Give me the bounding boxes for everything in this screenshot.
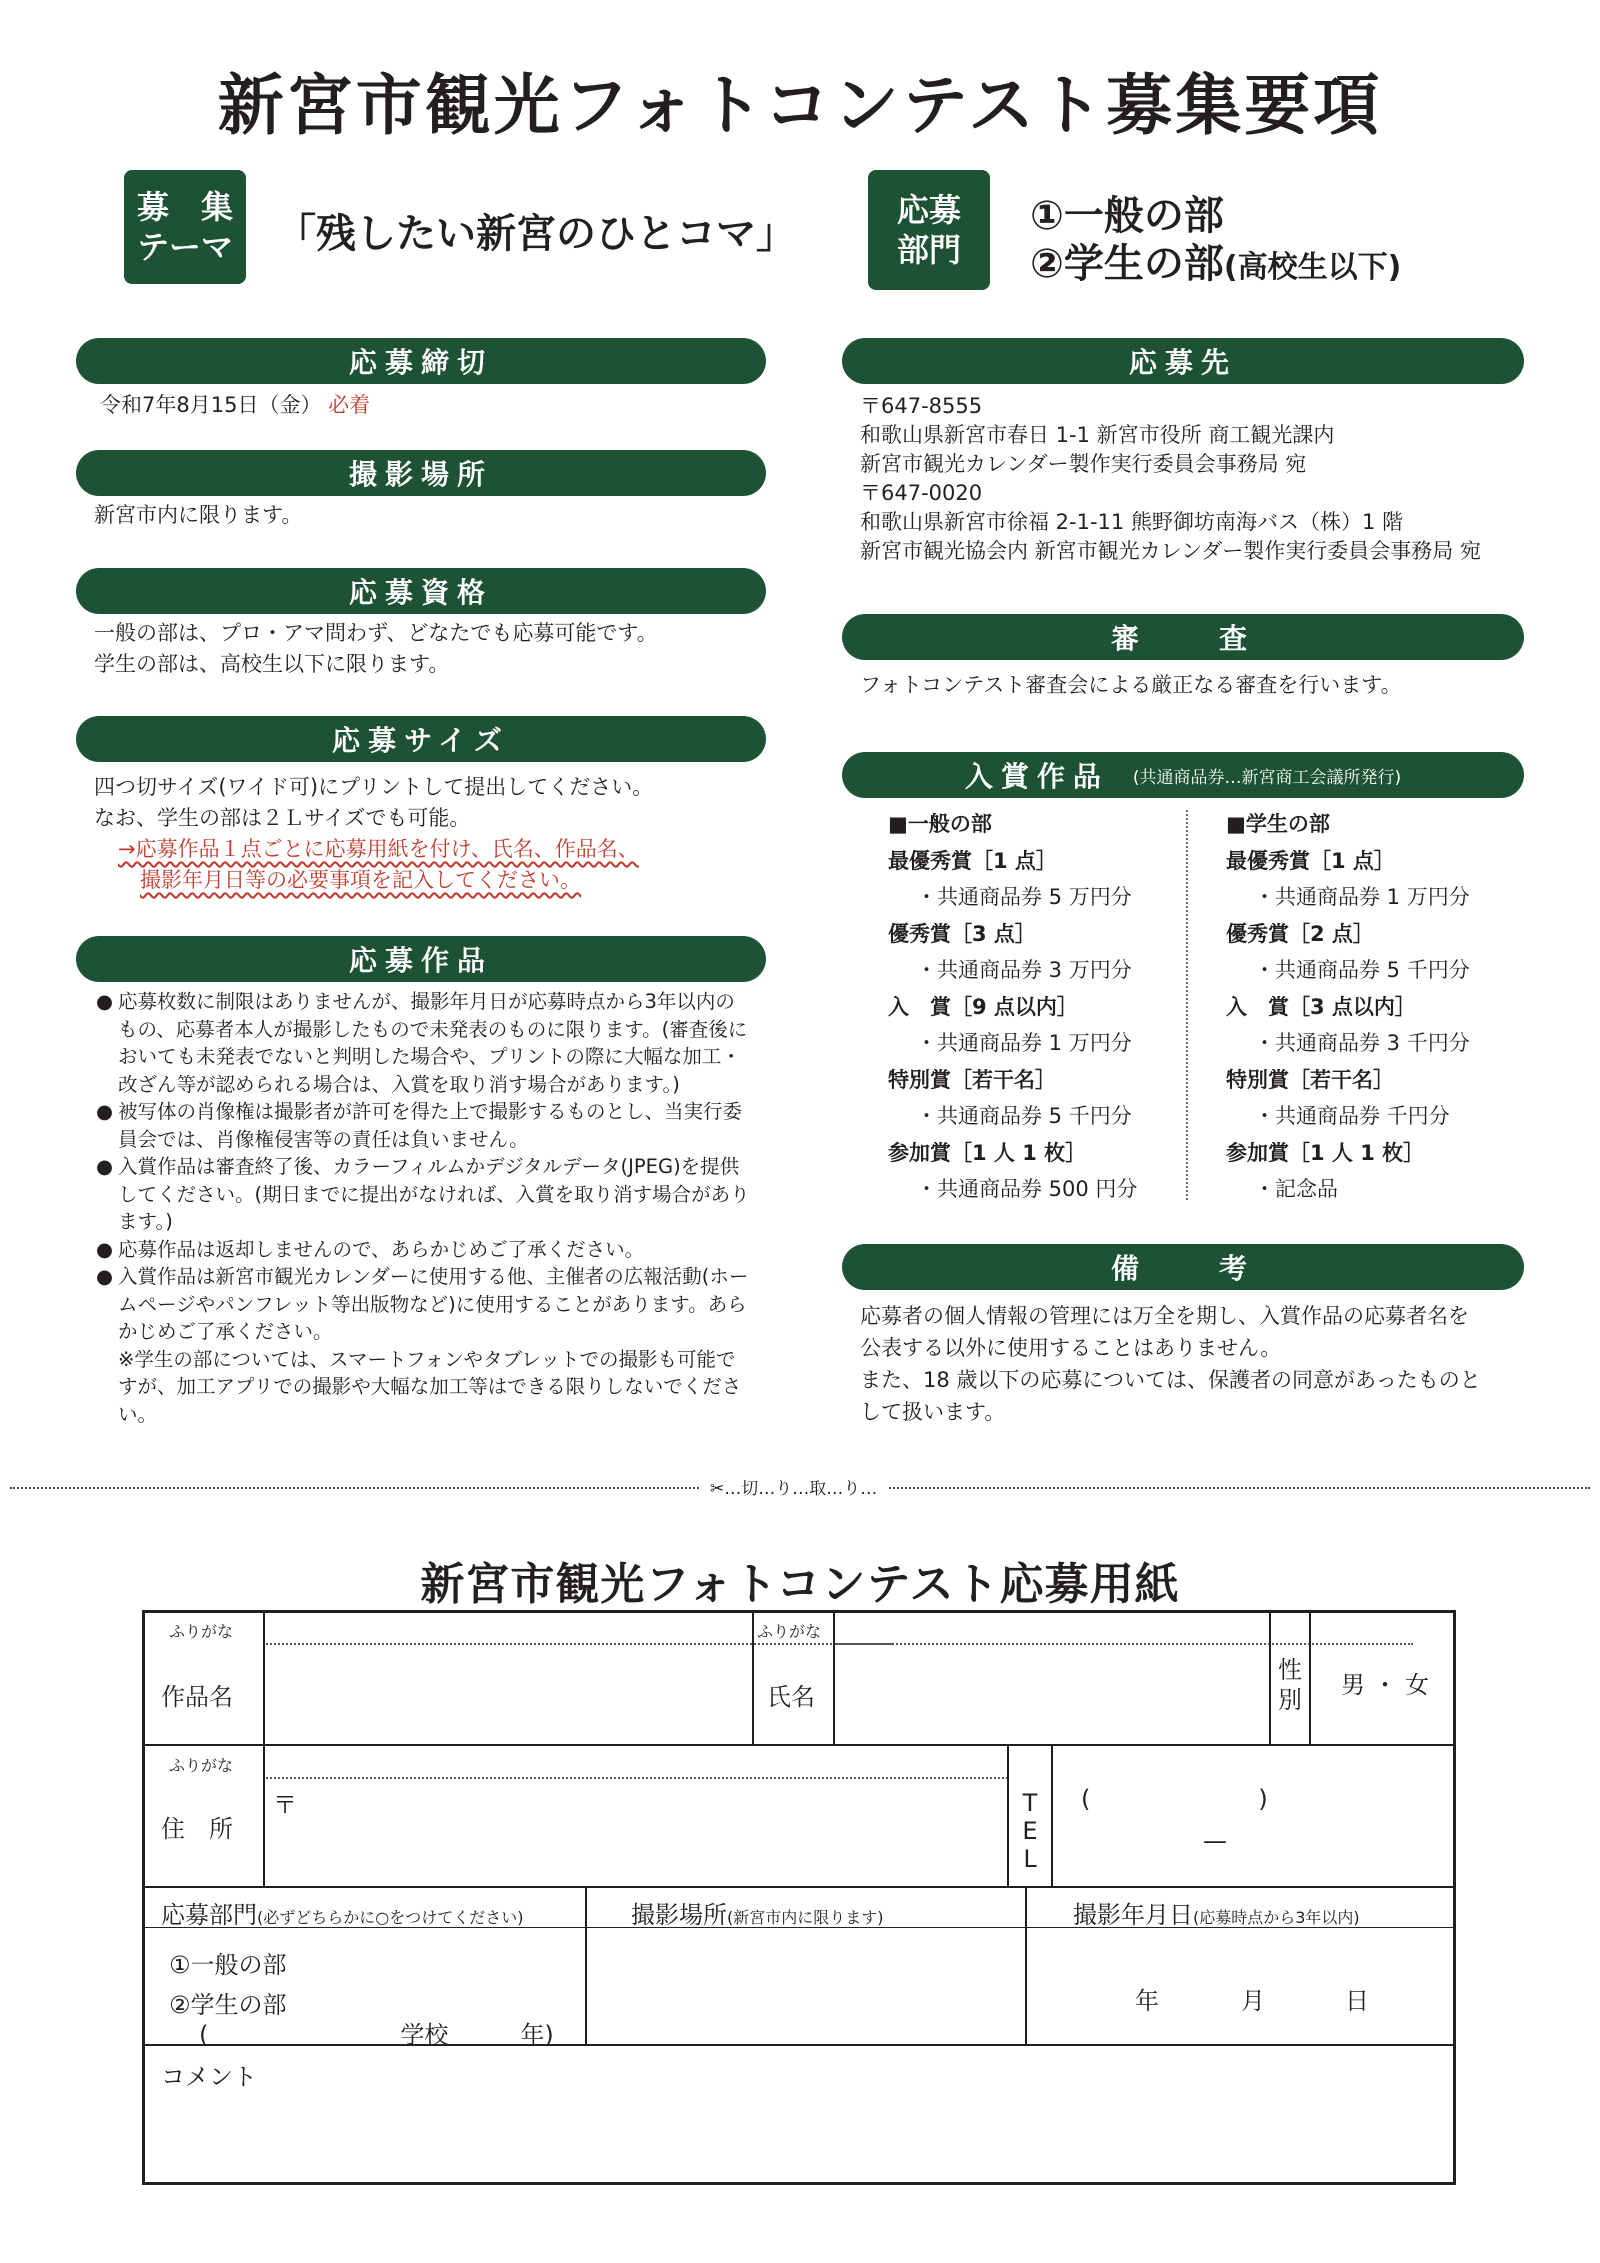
division-student: ②学生の部 — [1030, 241, 1224, 287]
prize-name: 入 賞［3 点以内］ — [1226, 994, 1416, 1019]
works-heading: 応募作品 — [76, 936, 766, 982]
school-line[interactable]: ( 学校 年) — [199, 2021, 554, 2049]
judging-text: フォトコンテスト審査会による厳正なる審査を行います。 — [860, 673, 1402, 697]
prize-reward: ・共通商品券 1 万円分 — [916, 1031, 1132, 1055]
deadline-text — [100, 390, 370, 421]
works-item: ● 応募作品は返却しませんので、あらかじめご了承ください。 — [96, 1237, 645, 1261]
gender-options[interactable]: 男・女 — [1341, 1671, 1437, 1699]
division-tag-line2: 部門 — [896, 231, 961, 269]
date-note: (応募時点から3年以内) — [1193, 1908, 1360, 1927]
address-label: 住 所 — [161, 1815, 233, 1843]
date-day: 日 — [1345, 1987, 1369, 2015]
prize-reward: ・記念品 — [1254, 1177, 1338, 1201]
prize-name: 特別賞［若干名］ — [888, 1067, 1056, 1092]
name-label: 氏名 — [767, 1683, 815, 1711]
prize-reward: ・共通商品券 千円分 — [1254, 1104, 1450, 1128]
prize-name: 最優秀賞［1 点］ — [888, 848, 1057, 873]
address-addr2: 和歌山県新宮市徐福 2-1-11 熊野御坊南海バス（株）1 階 — [860, 510, 1403, 534]
prize-reward: ・共通商品券 3 千円分 — [1254, 1031, 1470, 1055]
prize-name: 参加賞［1 人 1 枚］ — [888, 1140, 1087, 1165]
name-field[interactable] — [837, 1647, 1265, 1741]
size-heading: 応募サイズ — [76, 716, 766, 762]
division-general: ①一般の部 — [1030, 193, 1224, 239]
theme-tag-line2: テーマ — [136, 228, 233, 266]
work-title-field[interactable] — [267, 1647, 749, 1741]
prize-reward: ・共通商品券 5 万円分 — [916, 885, 1132, 909]
remarks-line1: 応募者の個人情報の管理には万全を期し、入賞作品の応募者名を — [860, 1304, 1469, 1328]
works-list — [96, 988, 752, 1428]
eligibility-text — [94, 618, 658, 680]
works-note: ※学生の部については、スマートフォンやタブレットでの撮影も可能ですが、加工アプリでの撮影や大幅な加工等はできる限りしないでください。 — [118, 1347, 742, 1426]
date-field[interactable] — [1029, 1931, 1451, 2041]
date-header — [1073, 1895, 1360, 1930]
eligibility-line1: 一般の部は、プロ・アマ問わず、どなたでも応募可能です。 — [94, 621, 658, 645]
comment-label: コメント — [161, 2063, 257, 2091]
size-warn1: →応募作品１点ごとに応募用紙を付け、氏名、作品名、 — [118, 837, 639, 861]
address-addr1: 和歌山県新宮市春日 1-1 新宮市役所 商工観光課内 — [860, 423, 1335, 447]
prize-reward: ・共通商品券 3 万円分 — [916, 958, 1132, 982]
address-text — [860, 392, 1481, 566]
gender-label: 性別 — [1278, 1656, 1302, 1714]
tel-paren: ( ) — [1081, 1785, 1268, 1813]
page-title: 新宮市観光フォトコンテスト募集要項 — [217, 67, 1383, 144]
prize-name: 参加賞［1 人 1 枚］ — [1226, 1140, 1425, 1165]
works-item: ● 入賞作品は審査終了後、カラーフィルムかデジタルデータ(JPEG)を提供してください。(期日までに提出がなければ、入賞を取り消す場合があります。) — [96, 1155, 750, 1233]
prizes-heading — [842, 752, 1524, 798]
division-student-line — [1030, 232, 1401, 289]
works-item: ● 被写体の肖像権は撮影者が許可を得た上で撮影するものとし、当実行委員会では、肖像権侵害等の責任は負いません。 — [96, 1100, 743, 1151]
theme-text: 「残したい新宮のひとコマ」 — [276, 211, 796, 257]
prizes-heading-text: 入賞作品 — [964, 760, 1109, 793]
prize-name: 優秀賞［3 点］ — [888, 921, 1036, 946]
location-header — [631, 1895, 884, 1930]
prize-name: 入 賞［9 点以内］ — [888, 994, 1078, 1019]
work-title-label: 作品名 — [161, 1683, 233, 1711]
size-warn2: 撮影年月日等の必要事項を記入してください。 — [140, 868, 581, 892]
remarks-line3: また、18 歳以下の応募については、保護者の同意があったものと — [860, 1368, 1481, 1392]
eligibility-line2: 学生の部は、高校生以下に限ります。 — [94, 652, 450, 676]
prize-reward: ・共通商品券 5 千円分 — [916, 1104, 1132, 1128]
location-field[interactable] — [589, 1931, 1021, 2041]
deadline-must-arrive: 必着 — [328, 393, 371, 417]
tel-field[interactable] — [1055, 1750, 1451, 1884]
division-tag — [868, 170, 990, 290]
division-label: 応募部門 — [161, 1901, 257, 1929]
date-label: 撮影年月日 — [1073, 1901, 1193, 1929]
judging-heading: 審 査 — [842, 614, 1524, 660]
division-tag-line1: 応募 — [896, 191, 961, 229]
location-text: 新宮市内に限ります。 — [94, 503, 303, 527]
address-furigana: ふりがな — [169, 1756, 234, 1775]
location-heading: 撮影場所 — [76, 450, 766, 496]
deadline-date: 令和7年8月15日（金） — [100, 393, 322, 417]
prize-reward: ・共通商品券 1 万円分 — [1254, 885, 1470, 909]
address-org2: 新宮市観光協会内 新宮市観光カレンダー製作実行委員会事務局 宛 — [860, 539, 1481, 563]
theme-tag-line1: 募 集 — [136, 188, 233, 226]
application-form — [142, 1610, 1456, 2185]
size-line2: なお、学生の部は２Ｌサイズでも可能。 — [94, 806, 471, 830]
size-line1: 四つ切サイズ(ワイド可)にプリントして提出してください。 — [94, 775, 654, 799]
address-org1: 新宮市観光カレンダー製作実行委員会事務局 宛 — [860, 452, 1307, 476]
address-postal2: 〒647-0020 — [860, 481, 983, 505]
remarks-heading: 備 考 — [842, 1244, 1524, 1290]
works-item: ● 応募枚数に制限はありませんが、撮影年月日が応募時点から3年以内のもの、応募者本人が撮影したもので未発表のものに限ります。(審査後においても未発表でないと判明した場合や、プリントの際に大幅な加工・改ざん等が認められる場合は、入賞を取り消す場合があります。) — [96, 990, 748, 1096]
prize-name: 最優秀賞［1 点］ — [1226, 848, 1395, 873]
location-note: (新宮市内に限ります) — [727, 1908, 884, 1927]
address-postal1: 〒647-8555 — [860, 394, 983, 418]
prizes-general-title: ■一般の部 — [888, 812, 992, 836]
prize-name: 特別賞［若干名］ — [1226, 1067, 1394, 1092]
location-label: 撮影場所 — [631, 1901, 727, 1929]
name-furigana: ふりがな — [757, 1622, 822, 1641]
division-general-option[interactable]: ①一般の部 — [169, 1951, 287, 1979]
form-title: 新宮市観光フォトコンテスト応募用紙 — [420, 1559, 1180, 1610]
address-heading: 応募先 — [842, 338, 1524, 384]
prizes-student-title: ■学生の部 — [1226, 812, 1330, 836]
date-month: 月 — [1241, 1987, 1265, 2015]
division-student-option[interactable]: ②学生の部 — [169, 1991, 287, 2019]
eligibility-heading: 応募資格 — [76, 568, 766, 614]
prizes-divider — [1186, 810, 1188, 1200]
address-field[interactable] — [267, 1781, 1003, 1883]
tel-label: TEL — [1022, 1789, 1038, 1873]
remarks-text — [860, 1300, 1481, 1428]
remarks-line2: 公表する以外に使用することはありません。 — [860, 1336, 1282, 1360]
division-note: (必ずどちらかに○をつけてください) — [257, 1908, 524, 1927]
remarks-line4: して扱います。 — [860, 1400, 1006, 1424]
division-student-note: (高校生以下) — [1223, 250, 1402, 285]
prizes-heading-note: (共通商品券…新宮商工会議所発行) — [1132, 767, 1402, 788]
prize-reward: ・共通商品券 5 千円分 — [1254, 958, 1470, 982]
work-title-furigana: ふりがな — [169, 1622, 234, 1641]
works-item: ● 入賞作品は新宮市観光カレンダーに使用する他、主催者の広報活動(ホームページやパンフレット等出版物など)に使用することがあります。あらかじめご了承ください。 — [96, 1265, 749, 1343]
tel-dash: — — [1203, 1827, 1227, 1855]
theme-tag — [124, 170, 246, 284]
size-text — [94, 772, 764, 896]
comment-field[interactable] — [149, 2093, 1449, 2179]
date-year: 年 — [1135, 1987, 1159, 2015]
prize-name: 優秀賞［2 点］ — [1226, 921, 1374, 946]
prizes-general — [888, 806, 1188, 1208]
prize-reward: ・共通商品券 500 円分 — [916, 1177, 1138, 1201]
division-header — [161, 1895, 523, 1930]
cut-label: ✂…切…り…取…り… — [700, 1474, 887, 1499]
deadline-heading: 応募締切 — [76, 338, 766, 384]
address-postal-mark: 〒 — [273, 1791, 297, 1819]
prizes-student — [1226, 806, 1526, 1208]
